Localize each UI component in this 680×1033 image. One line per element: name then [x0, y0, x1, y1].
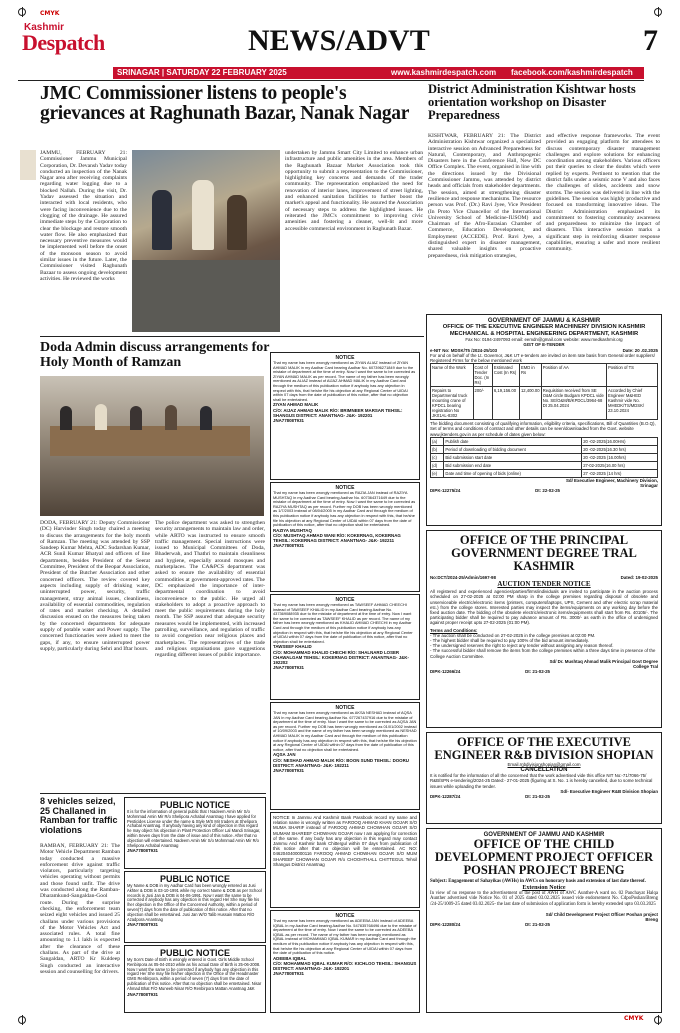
- ad-dated: Dated: 19-02-2025: [620, 575, 658, 580]
- divider: [40, 793, 266, 794]
- ramzan-photo: [40, 376, 264, 516]
- notice-ref: JNA77808T931: [273, 767, 305, 773]
- table-cell: Accorded by Chief Engineer M&HED Kashmir vide No. MHEDK/TS/MDSK/ 23.10.2024: [606, 387, 657, 420]
- ad-signature: Sd/ Child Development Project Officer Poshan project Breng: [545, 911, 658, 923]
- disaster-headline: District Administration Kishtwar hosts orientation workshop on Disaster Preparedness: [428, 82, 636, 122]
- ad-nit: e-NIT No: MDSK/T5 /2024-25/103: [430, 347, 498, 353]
- ad-govt: GOVERNMENT OF JAMMU AND KASHMIR: [483, 832, 605, 838]
- notice-ref: JNA77808T931: [273, 417, 305, 423]
- table-cell: Repairs to Departmental truck mounting crane of KPDCL bearing registration No JK01AL-8302: [431, 387, 474, 420]
- disaster-body-col2: and effective response frameworks. The event provided an engaging platform for attendees to discuss contemporary disaster management challenges and explore solutions for enhancing coordination among stakeholders. Various officers put their queries to clear the doubts which were replied by experts. Pertinent to mention that the district falls under a seismic zone V and also faces the challenges of slides, accidents and snow storms. The session was delivered in line with the guidelines. The session was highly productive and focused on transforming innovative ideas. The District Administration emphasized its commitment to fostering community awareness and preparedness to minimize the impact of disasters. This interactive session marks a significant step in reinforcing disaster response capabilities, ensuring a safer and more resilient community.: [546, 133, 660, 253]
- ad-dipk: DIPK-12275/24: [430, 488, 461, 494]
- masthead: [18, 22, 664, 66]
- registration-mark: [18, 1016, 26, 1024]
- ad-terms-title: Terms and Conditions:: [430, 627, 478, 633]
- ad-no: No:DCT/2024-25/Admin/1697-98: [430, 575, 496, 580]
- ad-tral: [426, 530, 662, 728]
- notice-bank: [270, 812, 420, 908]
- notice-ref: JNA77808T931: [273, 971, 305, 977]
- ad-dipk: DIPK-12280/24: [430, 922, 461, 928]
- logo-kashmir: Kashmir: [24, 22, 65, 33]
- notice-name: ZIYAN AHMAD MALIK: [273, 402, 319, 408]
- ad-dipk: DIPK-12287/24: [430, 794, 461, 800]
- public-notice-1: [124, 797, 266, 869]
- ad-office: OFFICE OF THE EXECUTIVE ENGINEER R&B DIVISION SHOPIAN: [434, 735, 654, 762]
- notice-text: That my name has been wrongly mentioned as ADEEBA JAN instead of ADEEBA IQBAL in my Aadhar Card bearing Aadhar No. 547835768496 due to the mistake of department at the time of entry. Now I want the same to be corrected as ADEEBA IQBAL as per record. The name of my father has been wrongly mentioned as IQBAL instead of MOHAMMAD IQBAL KUMAR in my Aadhar Card and through the medium of this publication notice if anybody has any objection in respect with this, that he/she file his objection at any Regional Center of UIDAI within 07 days from the date of publication of this notice.: [273, 918, 417, 956]
- notice-adeeba: NOTICE That my name has been wrongly mentioned as ADEEBA JAN instead of ADEEBA IQBAL in my Aadhar Card bearing Aadhar No. 547835768496 due to the mistake of department at the time of entry. Now I want the same to be corrected as ADEEBA IQBAL as per record. The name of my father has been wrongly mentioned as IQBAL instead of MOHAMMAD IQBAL KUMAR in my Aadhar Card and through the medium of this publication notice if anybody has any objection in respect with this, that he/she file his objection at any Regional Center of UIDAI within 07 days from the date of publication of this notice. ADEEBA IQBAL C/O: MOHAMMAD IQBAL KUMAR R/O: KICHLOO TEHSIL: SHANGUS DISTRICT: ANANTNAG- J&K- 192201 JNA77808T931: [270, 910, 420, 1013]
- logo-despatch: Despatch: [22, 30, 105, 55]
- ad-subject: AUCTION TENDER NOTICE: [497, 580, 591, 589]
- lead-photo: [132, 150, 280, 332]
- notice-text: That my name has been wrongly mentioned as RAZIA JAN instead of RAZIYA MUSHTAQ in my Aadhar Card bearing Aadhar No. 607364371649 due to the mistake of department at the time of entry. Now I want the same to be corrected as RAZIYA MUSHTAQ as per record. Further my DOB has been wrongly mentioned as 1/7/2003 instead of 08/04/2005 in my Aadhar Card and through the medium of this publication notice if anybody has any objection in respect with this, that he/she file his objection at any Regional Center of UIDAI within 07 days from the date of publication of this notice, after that no objection shall be entertained.: [273, 490, 416, 528]
- notice-address: C/O: MOHAMMAD KHALID CHECHI R/O: SHALNARD LOSER CHAWALGAM TEHSIL: KOKERNAG DISTRICT: ANANTNAG- J&K- 192202: [273, 649, 409, 665]
- table-cell: 6,19,156.00: [492, 387, 519, 420]
- cmyk-label: CMYK: [624, 1015, 644, 1022]
- ad-govt: GOVERNMENT OF JAMMU & KASHMIR: [487, 318, 601, 324]
- dateline: SRINAGAR | SATURDAY 22 FEBRUARY 2025: [117, 68, 287, 77]
- ad-body: In view of no response to the advertisement of the post of AWH of AWC Aunther-A ward no. 02 Panchayat Halqa Aunther advertised vide Notice No. 01 of 2025 dated 03.02.2025 issued vide endorsement No. CdpoPoshan/Breng /24-25/1009-25 dated 03.02.2025- the last date of submission of application form is hereby extended upto 03.03.2025: [430, 890, 658, 908]
- public-notice-3: [124, 945, 266, 1013]
- table-header: Cost of Tender Doc. (In Rs): [473, 364, 492, 387]
- lead-body-col2: undertaken by Jammu Smart City Limited to enhance urban infrastructure and public amenities in the area. Members of the Raghunath Bazaar Market Association took this opportunity to submit a representation to the Commissioner, highlighting key concerns and demands of the trader community. The representation emphasized the need for renovation of interior lanes, improvement of street lighting, and enhanced sanitation facilities to further boost the market's appeal and functionality. He assured the Association of necessary steps to address the highlighted issues. He reiterated the JMC's commitment to improving civic amenities and fostering a cleaner, well-lit and more accessible commercial environment in Raghunath Bazar.: [285, 150, 423, 232]
- ad-gist: GIST OF E-TENDER: [523, 342, 565, 348]
- notice-text: My Son's Date of Birth is wrongly entered in Govt. Girls Middle School Renbirpora as 05-04-2010 while as his actual Date of Birth is 25-06-2008. Now I want the same to be corrected if anybody has any objection in this regard He/ She may file his/her objection in the Office of the Headmaster GMS Renbirpora, within a period of seven (7) days from the date of publication of this notice. After that no objection shall be entertained. Nisar Ahmad Bhat F/O Muneeb Nisar R/O Renbirpora Mattan Anantnag J&K: [127, 957, 262, 991]
- ad-intro: For and on behalf of the Lt. Governor, J&K UT e-tenders are invited on item rate basis from General order suppliers/ Registered Firms for the below mentioned work: [430, 352, 655, 363]
- ad-date: Date: 20 .02.2025: [622, 347, 658, 353]
- notice-name: TAWSEEF KHALID: [273, 644, 312, 650]
- vehicles-headline: 8 vehicles seized, 25 Challaned in Ramban for traffic violations: [40, 796, 118, 835]
- registration-mark: [654, 1016, 662, 1024]
- ad-office: OFFICE OF THE PRINCIPAL GOVERNMENT DEGREE TRAL KASHMIR: [451, 533, 637, 573]
- notice-title: NOTICE: [335, 355, 355, 361]
- notice-text: That my name has been wrongly mentioned as TAWSEEF AHMAD CHEECHI instead of TAWSEEF KHALID in my Aadhar Card bearing Aadhar No. 437369088935 due to the mistake of department at the time of entry. Now I want the same to be corrected as TAWSEEF KHALID as per record. The name of my father has been wrongly mentioned as KHALID AHMAD CHEECHI in my Aadhar Card and through the medium of this publication notice if anybody has any objection in respect with this, that he/she file his objection at any Regional Center of UIDAI within 07 days from the date of publication of this notice, after that no objection shall be entertained.: [273, 602, 413, 644]
- table-header: Position of TS: [606, 364, 657, 387]
- section-title: NEWS/ADVT: [248, 24, 430, 57]
- ad-term: - The undersigned reserves the right to reject any tender without assigning any reason thereof.: [430, 643, 614, 649]
- ad-body: All registered and experienced agencies/parties/firms/individuals are invited to participate in the auction process scheduled on 27-02-2025 at 02:00 PM sharp in the college premises regarding disposal of obsolete and unserviceable electric/electronic items (printers, computers/laptops, UPS, Cement and other electric scrap material etc.) from the college stores. Interested parties may inspect the items/equipments on any working day before the fixed auction date. The bidding of the obsolete electric/electronic items/equipments shall start from Rs. 40105/-. The participating bidder shall be required to pay advance amount of Rs. 3000/- as earth in the office of undersigned against proper receipt upto 27-02-2025 (01:00 PM).: [430, 589, 658, 626]
- disaster-body-col1: KISHTWAR, FEBRUARY 21: The District Administration Kishtwar organized a specialized interactive session on Advanced Preparedness for Natural, Contemporary, and Anthropogenic Disasters here in the Conference Hall, New DC Office Complex. The event, organised in line with the directions issued by the Divisional Commissioner Jammu, was attended by district heads and officials from stakeholder departments. The session, aimed at strengthening disaster resilience and response mechanisms. The resource person was Prof. (Dr.) Ravi Jyee, Vice President (In Proto Vice Chancellor of the International University School of Medicine-IUSOM) and Chairman of the Afro-Eurasian Chamber of Commerce, Education Development, and Employment (ACCEDE). Prof. Ravi Jyee, a distinguished expert in disaster management, shared valuable insights on proactive preparedness, risk mitigation strategies,: [428, 133, 541, 259]
- ad-subject: CANCELLATION: [520, 767, 568, 774]
- public-notice-2: [124, 871, 266, 943]
- ad-contact: Fax No: 0194-2497093 email: eemdn@gmail.com website: www.medkashmir.org: [465, 337, 623, 343]
- notice-text: NOTICE In Jammu And Kashmir Bank Passbook record my name and relation name is wrongly written as FAROOQ AHMAD KHAN GOJAR S/O MUMA SHARIF instead of FAROOQ AHMAD CHOWHAN GOJAR S/O MUMAM SHAREEF CHOWHAN GOJAR now I am applying for correction of the same. If any body has any objection in this regard may contact Jammu And Kashmir bank Chittergul within 07 days from publication of this notice after that no objection will be entertained. AC NO: 0462040400000116 FAROOQ AHMAD CHOWHAN GOJAR S/O MUM SHAREEF CHOWHAN GOJAR R/o CHOOHTHALL CHITTEGUL Tehsil Shangus District Anantnag: [273, 815, 417, 867]
- ad-term: - The successful bidder shall remove the items from the college premises within a three days time in presence of the College Auction Committee.: [430, 648, 656, 659]
- ramzan-body-col1: DODA, FEBRUARY 21: Deputy Commissioner (DC) Harvinder Singh today chaired a meeting to discuss the arrangements for the holy month of Ramzan. The meeting was attended by SSP Sandeep Kumar Mehta, ADC Sudarshan Kumar, ACR Sunil Kumar Bhatyal and officers of line departments, besides President of the Seerat Committee, President of the Beopar Association, President of the Butcher Association and other concerned officers. The review covered key aspects including supply of drinking water, uninterrupted power, security, traffic management, stray animal issues, cleanliness, availability of essential commodities, regulation of rates and market checking. A detailed discussion ensued on the measures being taken by the concerned departments for adequate supply of potable water and Power supply. The concerned functionaries were asked to meet the gaps, if any, to ensure uninterrupted power supply, particularly during Sehri and Iftar hours.: [40, 520, 150, 652]
- notice-aqsa: NOTICE That my name has been wrongly mentioned as AKSA NESHAD instead of AQSA JAN in my Aadhar Card bearing Aadhar No. 677267437916 due to the mistake of department at the time of entry. Now I want the same to be corrected as AQSA JAN as per record. Further my DOB has been wrongly mentioned as 01/01/2002 instead of 10/09/2003 and the name of my father has been wrongly mentioned as NESHAD AHMAD MALIK in my Aadhar Card and through the medium of this publication notice if anybody has any objection in respect with this, that he/she file his objection at any Regional Center of UIDAI within 07 days from the date of publication of this notice, after that no objection shall be entertained. AQSA JAN C/O: NESHAD AHMAD MALIK R/O: BOON SUND TEHSIL: DOORU DISTRICT: ANANTNAG- J&K- 192211 JNA77808T931: [270, 702, 420, 810]
- table-cell: 200/-: [473, 387, 492, 420]
- ad-subject-line: Subject: Engagement of Sahayikas (AWHs) in AWCs on honorary basis and extension of last date thereof.: [430, 879, 646, 884]
- ad-machinery: [426, 314, 662, 526]
- cmyk-label: CMYK: [40, 10, 60, 17]
- table-header: EMD in Rs: [519, 364, 541, 387]
- ad-email: Email.rnbdivisionshopian@gmail.com: [507, 762, 581, 767]
- ad-dt: Dt: 21-02-25: [525, 794, 550, 800]
- notice-ref: JNA77808T931: [127, 922, 159, 928]
- ramzan-headline: Doda Admin discuss arrangements for Holy Month of Ramzan: [40, 340, 270, 370]
- divider: [40, 336, 424, 337]
- facebook-link[interactable]: facebook.com/kashmirdespatch: [511, 68, 633, 77]
- ad-signature: Sd/ Dr. Mushtaq Ahmad Malik Principal Govt Degree College Tral: [549, 658, 658, 670]
- notice-title: PUBLIC NOTICE: [159, 948, 230, 958]
- decorative-strip: [20, 150, 36, 180]
- notice-tawseef: NOTICE That my name has been wrongly mentioned as TAWSEEF AHMAD CHEECHI instead of TAWSEEF KHALID in my Aadhar Card bearing Aadhar No. 437369088935 due to the mistake of department at the time of entry. Now I want the same to be corrected as TAWSEEF KHALID as per record. The name of my father has been wrongly mentioned as KHALID AHMAD CHEECHI in my Aadhar Card and through the medium of this publication notice if anybody has any objection in respect with this, that he/she file his objection at any Regional Center of UIDAI within 07 days from the date of publication of this notice, after that no objection shall be entertained. TAWSEEF KHALID C/O: MOHAMMAD KHALID CHECHI R/O: SHALNARD LOSER CHAWALGAM TEHSIL: KOKERNAG DISTRICT: ANANTNAG- J&K- 192202 JNA77808T931: [270, 594, 420, 700]
- page-number: 7: [643, 24, 658, 57]
- ad-table: [430, 363, 658, 420]
- notice-text: My Name & DOB in my Aadhar Card has been wrongly entered as Jusi Akhter & DOB is 03-10-1991 while my correct Name & DOB as per School records is Jusi Jan & DOB is 04-06-1991. Now I want the same to be corrected if anybody has any objection in this regard He/ She may file his /her objection in the Office of the Concerned Authority, within a period of seven(7) days from the date of publication of this notice. After that no objection shall be entertained. Jusi Jan W/O Talib Hussain Mattoo R/O Azadpora Anantnag: [127, 883, 262, 922]
- notice-name: ADEEBA IQBAL: [273, 955, 307, 961]
- ad-subject: Extension Notice: [522, 884, 566, 891]
- ad-office: OFFICE OF THE CHILD DEVELOPMENT PROJECT OFFICER POSHAN PROJECT BRENG: [434, 837, 654, 877]
- notice-name: RAZIYA MUSHTAQ: [273, 527, 312, 533]
- notice-ref: JNA77808T931: [127, 848, 159, 854]
- notice-ref: JNA77808T931: [273, 543, 305, 549]
- divider: [18, 80, 644, 81]
- registration-mark: [18, 8, 26, 16]
- notice-address: C/O: NESHAD AHMAD MALIK R/O: BOON SUND TEHSIL: DOORU DISTRICT: ANANTNAG- J&K- 192211: [273, 757, 409, 768]
- dateline-bar: [113, 67, 644, 79]
- notice-title: PUBLIC NOTICE: [159, 874, 230, 884]
- notice-text: It is for the information of general public that I Nadeem Amin Mir S/o Mohmmad Amin Mir R/o Shelipora Achabal Anantnag I have applied for Pesticides License under the name & Style M/S Mir traders at Shelipora Achabal Anantnag. If anybody having any kind of objection in this regard he may object his objection in Plant Protection Officer Lal Mandi Srinagar, within Seven days from the date of issue and of this notice. After that no objection will entertained. Nadeem Amin Mir S/o Mohmmad Amin Mir R/o Shelipora Achabal Anantnag: [127, 809, 261, 848]
- notice-address: C/O: MOHAMMAD IQBAL KUMAR R/O: KICHLOO TEHSIL: SHANGUS DISTRICT: ANANTNAG- J&K- 192201: [273, 960, 417, 972]
- notice-ref: JNA77808T931: [273, 665, 305, 671]
- registration-mark: [654, 8, 662, 16]
- lead-body-col1: JAMMU, FEBRUARY 21: Commissioner Jammu Municipal Corporation, Dr. Devansh Yadav today conducted an inspection of the Nanak Nagar area after receiving complaints regarding water logging due to a blocked Nallah. During the visit, Dr. Yadav assessed the situation and interacted with local residents, who were facing inconvenience due to the clogging of the drainage. He assured immediate steps by the Corporation to clear the blockage and restore smooth water flow. He also emphasized that necessary preventive measures would be implemented well before the onset of the monsoon season to avoid similar issues in the future. Later, the Commissioner visited Raghunath Bazaar to assess ongoing development activities. He reviewed the works: [40, 150, 127, 282]
- ad-term: - The auction shall be conducted on 27-02-2025 in the college premises at 02:00 PM.: [430, 632, 596, 638]
- notice-text: That my name has been wrongly mentioned as AKSA NESHAD instead of AQSA JAN in my Aadhar Card bearing Aadhar No. 677267437916 due to the mistake of department at the time of entry. Now I want the same to be corrected as AQSA JAN as per record. Further my DOB has been wrongly mentioned as 01/01/2002 instead of 10/09/2003 and the name of my father has been wrongly mentioned as NESHAD AHMAD MALIK in my Aadhar Card and through the medium of this publication notice if anybody has any objection in respect with this, that he/she file his objection at any Regional Center of UIDAI within 07 days from the date of publication of this notice, after that no objection shall be entertained.: [273, 710, 417, 752]
- ad-body: It is notified for the information of all the concerned that the work advertised vide this office NIT No:-71/7066-75/ R&B/SPN e-tendering/2024-25 Dated:- 27-01-2025 (figuring at S. No. 1 is hereby cancelled, due to some technical issues while uploading the tender.: [430, 773, 653, 789]
- notice-address: C/O: AIJAZ AHMAD MALIK R/O: BRIMNEER MARSAR TEHSIL: SHANGUS DISTRICT: ANANTNAG- J&K- 192201: [273, 407, 403, 418]
- notice-text: That my name has been wrongly mentioned as ZIYAN ALIAZ instead of ZIYAN AHMAD MALIK in my Aadhar Card bearing Aadhar No. 607396271849 due to the mistake of department at the time of entry. Now I want the same to be corrected as ZIYAN AHMAD MALIK as per record. The name of my father has been wrongly mentioned as ALIAZ instead of AIJAZ AHMAD MALIK in my Aadhar Card and through the medium of this publication notice if anybody has any objection in respect with this, that he/she file his objection at any Regional Center of UIDAI within 07 days from the date of publication of this notice, after that no objection shall be entertained.: [273, 360, 416, 402]
- ad-office: OFFICE OF THE EXECUTIVE ENGINEER MACHINERY DIVISION KASHMIR MECHANICAL & HOSPITAL ENGINEERING DEPARTMENT, KASHMIR: [442, 324, 646, 337]
- ad-dt: Dt: 21-02-25: [525, 922, 550, 928]
- table-cell: 12,400.00: [519, 387, 541, 420]
- table-header: Name of the Work: [431, 364, 474, 387]
- ad-note: The bidding document consisting of qualifying information, eligibility criteria, specifications, Bill of Quantities (B.O.Q), Set of terms and conditions of contract and other details can be seen/downloaded from the Govt. website www.jktenders.gov.in as per schedule of dates given below:: [430, 421, 656, 437]
- ramzan-body-col2: The police department was asked to strengthen security arrangements to maintain law and order, while ARTO was instructed to ensure smooth traffic management. Special instructions were issued to Municipal Committees of Doda, Bhaderwah, and Thathri to maintain cleanliness and hygiene, especially around mosques and marketplaces. The CA&PCS department was asked to ensure the availability of essential commodities at government-approved rates. The DC emphasized the importance of inter-departmental coordination to avoid inconvenience to the public. He urged all stakeholders to adopt a proactive approach to meet the public requirements during the holy month. The SSP assured that adequate security measures would be implemented, with increased patrolling, surveillance, and regulation of traffic to avoid congestion near religious places and marketplaces. The representatives of the trade and religious organisations gave suggestions regarding different issues of public importance.: [155, 520, 265, 659]
- vehicles-body: RAMBAN, FEBRUARY 21: The Motor Vehicle Department Ramban today conducted a massive enforcement drive against traffic violators, particularly targeting vehicles operating without permits and those found unfit. The drive was conducted along the Ramban-Dharamkund-Sangaldan-Gool route. During the surprise checking, the enforcement team seized eight vehicles and issued 25 challans under various provisions of the Motor Vehicles Act and associated rules. A total fine amounting to 1.1 lakh is expected after the clearance of these challans. As part of the drive at Sangaldan, ARTO Kr Kuldeep Singh conducted an interactive session and counselling for drivers.: [40, 843, 120, 975]
- lead-headline: JMC Commissioner listens to people's grievances at Raghunath Bazar, Nanak Nagar: [40, 83, 410, 124]
- notice-raziya: NOTICE That my name has been wrongly mentioned as RAZIA JAN instead of RAZIYA MUSHTAQ in my Aadhar Card bearing Aadhar No. 607364371649 due to the mistake of department at the time of entry. Now I want the same to be corrected as RAZIYA MUSHTAQ as per record. Further my DOB has been wrongly mentioned as 1/7/2003 instead of 08/04/2005 in my Aadhar Card and through the medium of this publication notice if anybody has any objection in respect with this, that he/she file his objection at any Regional Center of UIDAI within 07 days from the date of publication of this notice, after that no objection shall be entertained. RAZIYA MUSHTAQ C/O: MUSHTAQ AHMAD WANI R/O: KOKERNAG, KOKERNAG TEHSIL: KOKERNAG DISTRICT: ANANTNAG- J&K- 192211 JNA77808T931: [270, 482, 420, 592]
- ad-dt: Dt: 22-02-25: [535, 488, 560, 494]
- ad-signature: Sd/- Executive Engineer R&B Division Shopian: [560, 788, 658, 794]
- table-cell: Requisition received from SE O&M circle Budgam KPDCL vide No. SE/O&M/B/KPDCL/3964-68 Dt 25.04.2024: [541, 387, 606, 420]
- website-link[interactable]: www.kashmirdespatch.com: [391, 68, 497, 77]
- ad-dipk: DIPK-12266/24: [430, 669, 461, 675]
- notice-address: C/O: MUSHTAQ AHMAD WANI R/O: KOKERNAG, KOKERNAG TEHSIL: KOKERNAG DISTRICT: ANANTNAG- J&K- 192211: [273, 532, 401, 544]
- notice-name: AQSA JAN: [273, 752, 296, 758]
- ad-term: - The highest bidder shall be required to pay 100% of the bid amount immediately.: [430, 638, 589, 644]
- ad-schedule: (a) Publish date 20 -02-2025(16.00Hrs) (b) Period of downloading of bidding document 20 -02-2025(16.30 hrs) (c) Bid submission start date 20 -02-2025 (16.00hrs) (d) Bid submission end date 27-02-2025(16.00 hrs) (e) Date and time of opening of bids (online) 27 -02-2025 (14 hrs): [430, 437, 658, 478]
- notice-ziyan: [270, 352, 420, 480]
- notice-ref: JNA77808T931: [127, 991, 159, 997]
- ad-rnb: [426, 732, 662, 824]
- ad-poshan: [426, 828, 662, 1013]
- table-header: Position of AA: [541, 364, 606, 387]
- notice-title: PUBLIC NOTICE: [159, 800, 230, 810]
- table-header: Estimated Cost (In Rs): [492, 364, 519, 387]
- ad-dt: Dt: 21-02-25: [525, 669, 550, 675]
- ad-signature: Sd/ Executive Engineer, Machinery Division, Srinagar: [566, 477, 658, 489]
